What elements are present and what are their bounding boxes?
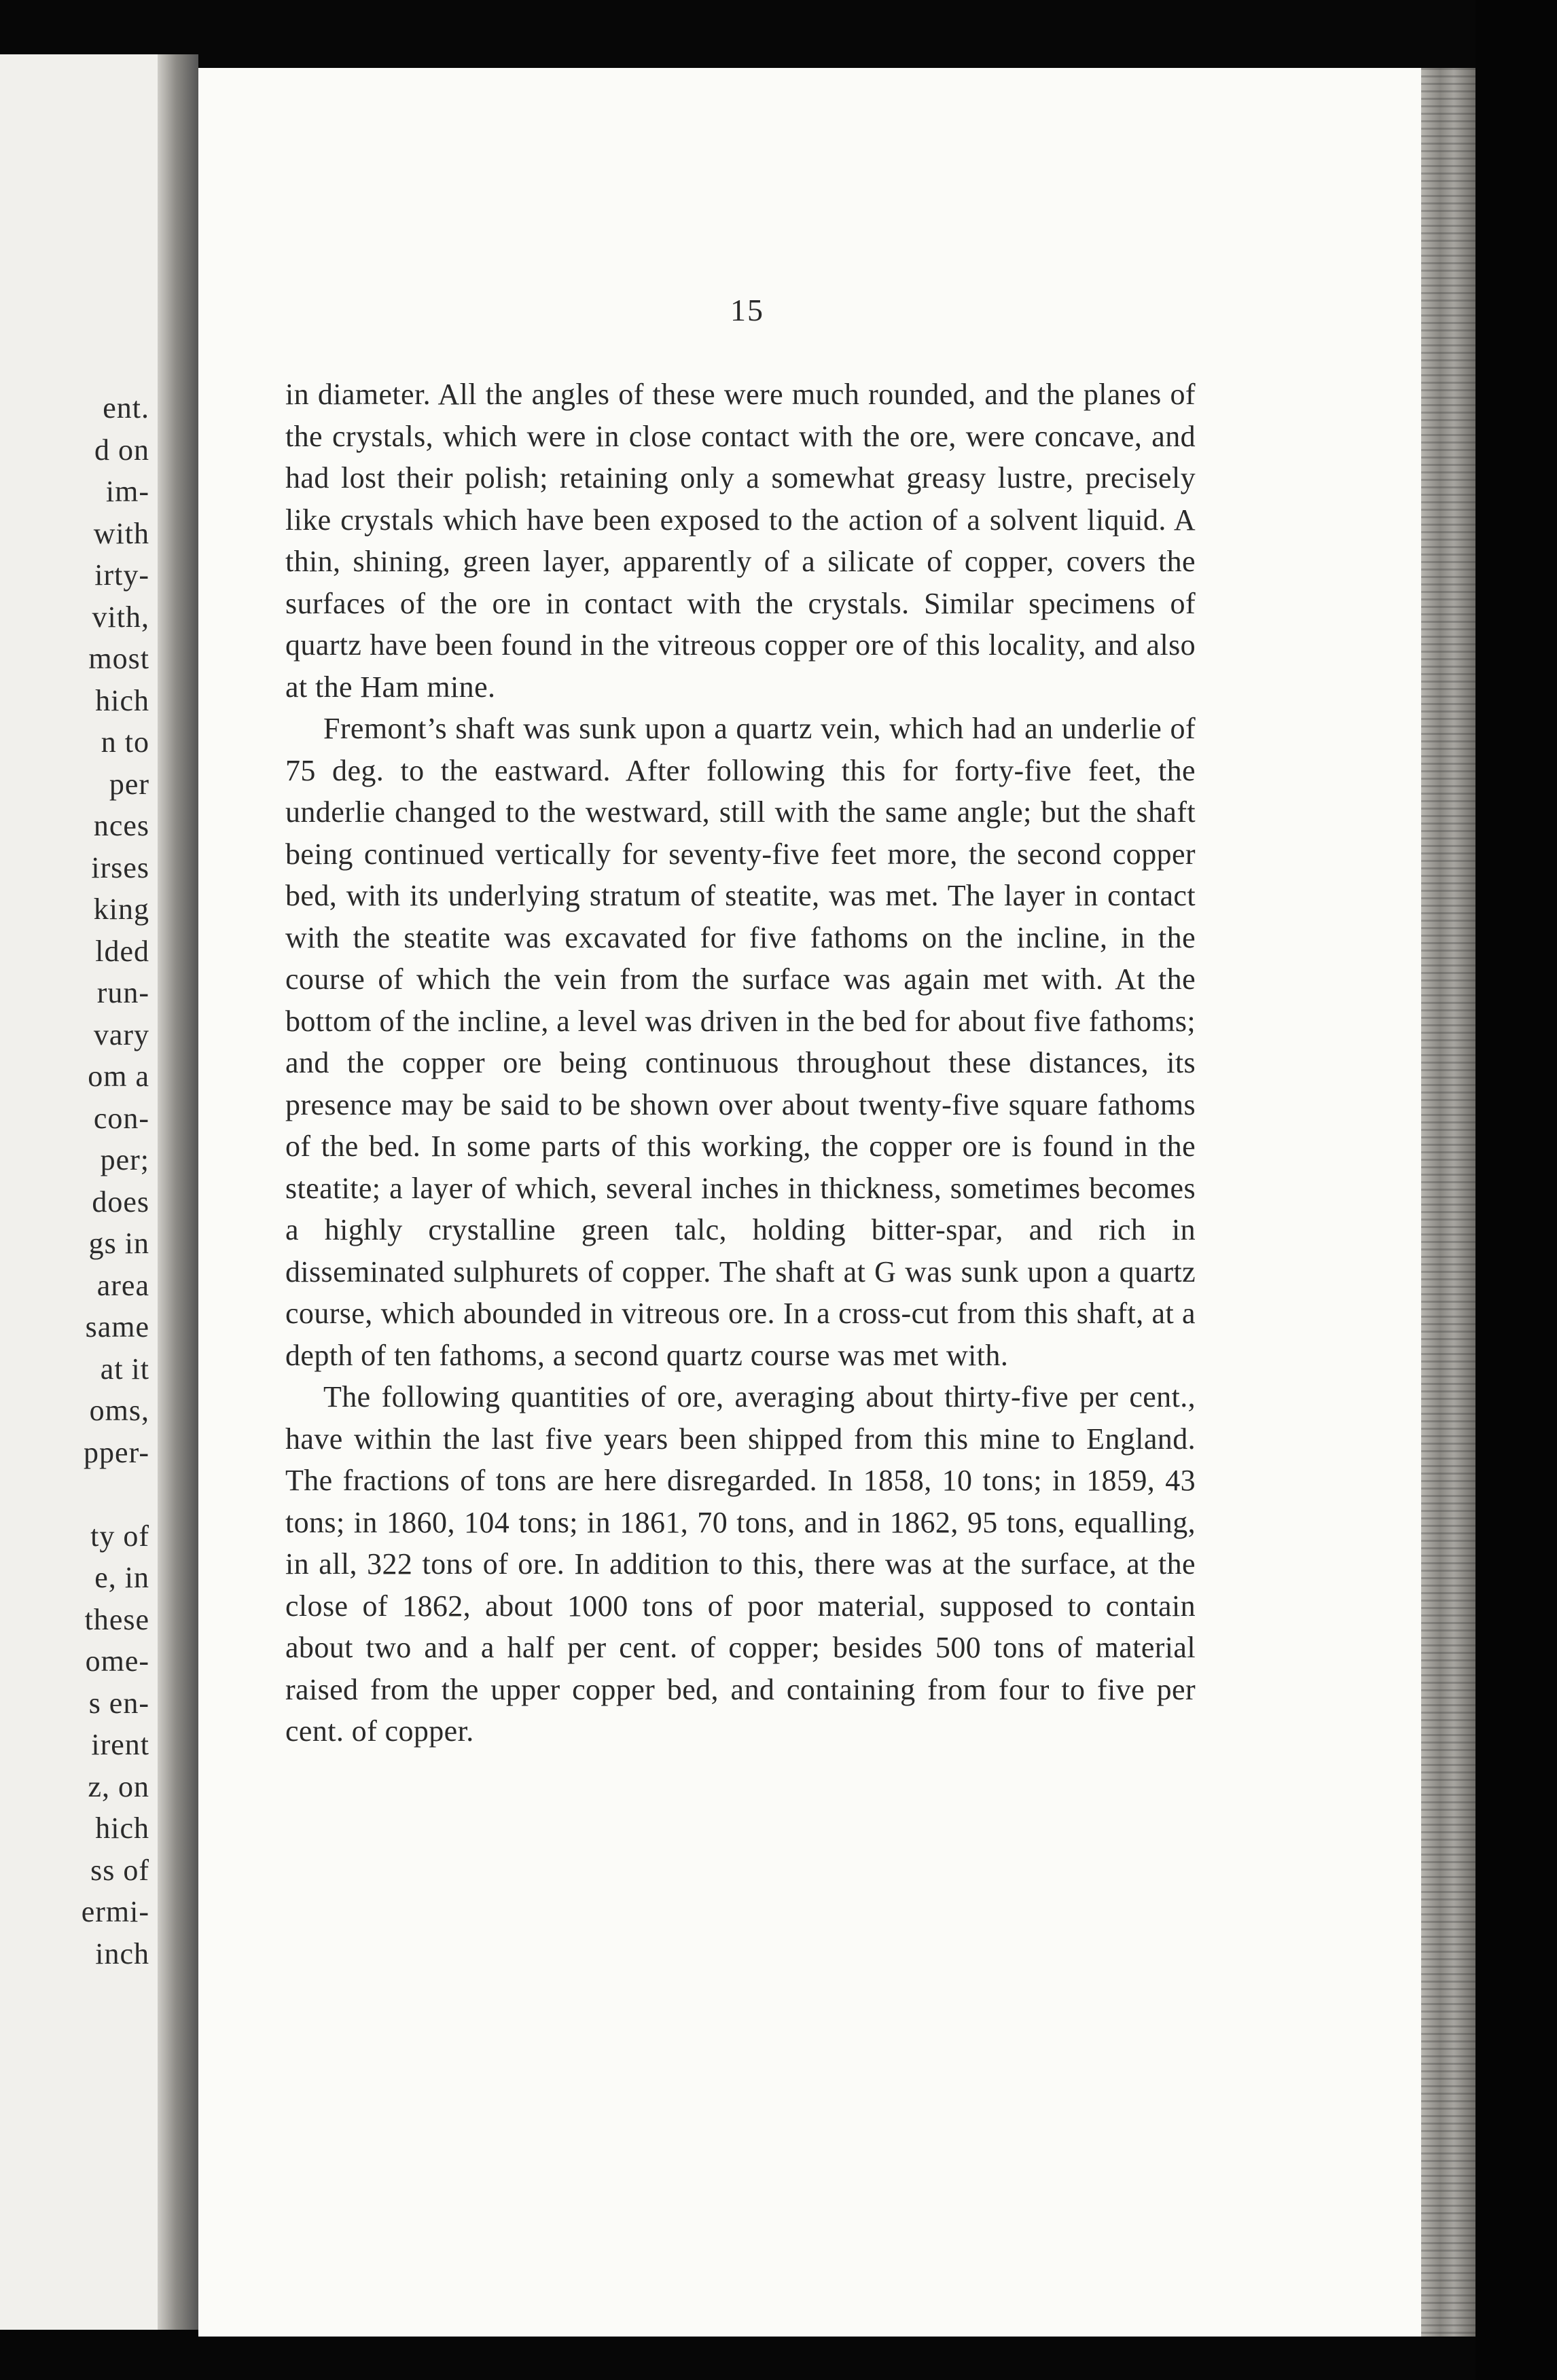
facing-page-line: most: [88, 642, 149, 675]
facing-page-line: im-: [105, 475, 149, 508]
facing-page-line: z, on: [88, 1769, 149, 1803]
body-text: [285, 374, 1196, 1752]
facing-page-line: con-: [93, 1101, 149, 1135]
paragraph: in diameter. All the angles of these were much rounded, and the planes of the crystals, which were in close contact with the ore, were concave, and had lost their polish; retaining only a somewhat greasy lustre, precisely like crystals which have been exposed to the action of a solvent liquid. A thin, shining, green layer, apparently of a silicate of copper, covers the surfaces of the ore in contact with the crystals. Similar specimens of quartz have been found in the vitreous copper ore of this locality, and also at the Ham mine.: [285, 378, 1196, 704]
facing-page-line: ss of: [90, 1853, 149, 1887]
facing-page-line: irses: [91, 850, 149, 884]
facing-page-line: ermi-: [81, 1895, 149, 1928]
facing-page-line: vary: [93, 1017, 149, 1051]
facing-page-line: s en-: [88, 1686, 149, 1720]
paragraph: Fremont’s shaft was sunk upon a quartz vein, which had an underlie of 75 deg. to the eastward. After following this for forty-five feet, the underlie changed to the westward, still with the same angle; but the shaft being continued vertically for seventy-five feet more, the second copper bed, with its underlying stratum of steatite, was met. The layer in contact with the steatite was excavated for five fathoms on the incline, in the course of which the vein from the surface was again met with. At the bottom of the incline, a level was driven in the bed for about five fathoms; and the copper ore being continuous throughout these distances, its presence may be said to be shown over about twenty-five square fathoms of the bed. In some parts of this working, the copper ore is found in the steatite; a layer of which, several inches in thickness, sometimes becomes a highly crystalline green talc, holding bitter-spar, and rich in disseminated sulphurets of copper. The shaft at G was sunk upon a quartz course, which abounded in vitreous ore. In a cross-cut from this shaft, at a depth of ten fathoms, a second quartz course was met with.: [285, 712, 1196, 1372]
facing-page-line: hich: [95, 683, 149, 717]
facing-page-line: irty-: [94, 558, 149, 592]
facing-page-line: run-: [96, 976, 149, 1009]
facing-page-line: same: [85, 1310, 149, 1344]
facing-page-line: gs in: [88, 1227, 149, 1260]
facing-page-line: does: [92, 1185, 149, 1219]
facing-page-line: king: [93, 892, 149, 926]
facing-page-line: ent.: [103, 391, 149, 425]
paragraph: The following quantities of ore, averaging about thirty-five per cent., have within the last five years been shipped from this mine to England. The fractions of tons are here disregarded. In 1858, 10 tons; in 1859, 43 tons; in 1860, 104 tons; in 1861, 70 tons, and in 1862, 95 tons, equalling, in all, 322 tons of ore. In addition to this, there was at the surface, at the close of 1862, about 1000 tons of poor material, supposed to contain about two and a half per cent. of copper; besides 500 tons of material raised from the upper copper bed, and containing from four to five per cent. of copper.: [285, 1380, 1196, 1748]
facing-page-line: irent: [91, 1728, 149, 1761]
facing-page-line: d on: [94, 433, 149, 467]
facing-page-line: ty of: [90, 1519, 149, 1553]
facing-page-line: inch: [95, 1936, 149, 1970]
facing-page-line: per;: [100, 1143, 149, 1176]
facing-page-line: with: [93, 516, 149, 550]
facing-page-line: these: [84, 1602, 149, 1636]
facing-page-line: om a: [88, 1060, 149, 1093]
facing-page-line: at it: [100, 1352, 149, 1386]
facing-page-line: nces: [93, 809, 149, 842]
facing-page-line: pper-: [84, 1435, 149, 1469]
facing-page-line: lded: [95, 934, 149, 968]
facing-page-line: area: [96, 1268, 149, 1302]
film-border-right: [1475, 0, 1557, 2380]
book-gutter: [158, 54, 198, 2330]
facing-page-line: hich: [95, 1811, 149, 1845]
facing-page-line: ome-: [85, 1644, 149, 1678]
facing-page-left: [0, 54, 158, 2330]
page-number: 15: [730, 293, 764, 327]
facing-page-line: [0, 1473, 158, 1515]
facing-page-line: per: [109, 767, 149, 801]
page-stack-edge: [1421, 68, 1475, 2337]
facing-page-line: e, in: [94, 1561, 149, 1594]
facing-page-line: n to: [101, 725, 149, 759]
facing-page-line: oms,: [89, 1394, 149, 1427]
facing-page-text-fragments: [0, 387, 158, 1975]
facing-page-line: vith,: [92, 600, 149, 634]
